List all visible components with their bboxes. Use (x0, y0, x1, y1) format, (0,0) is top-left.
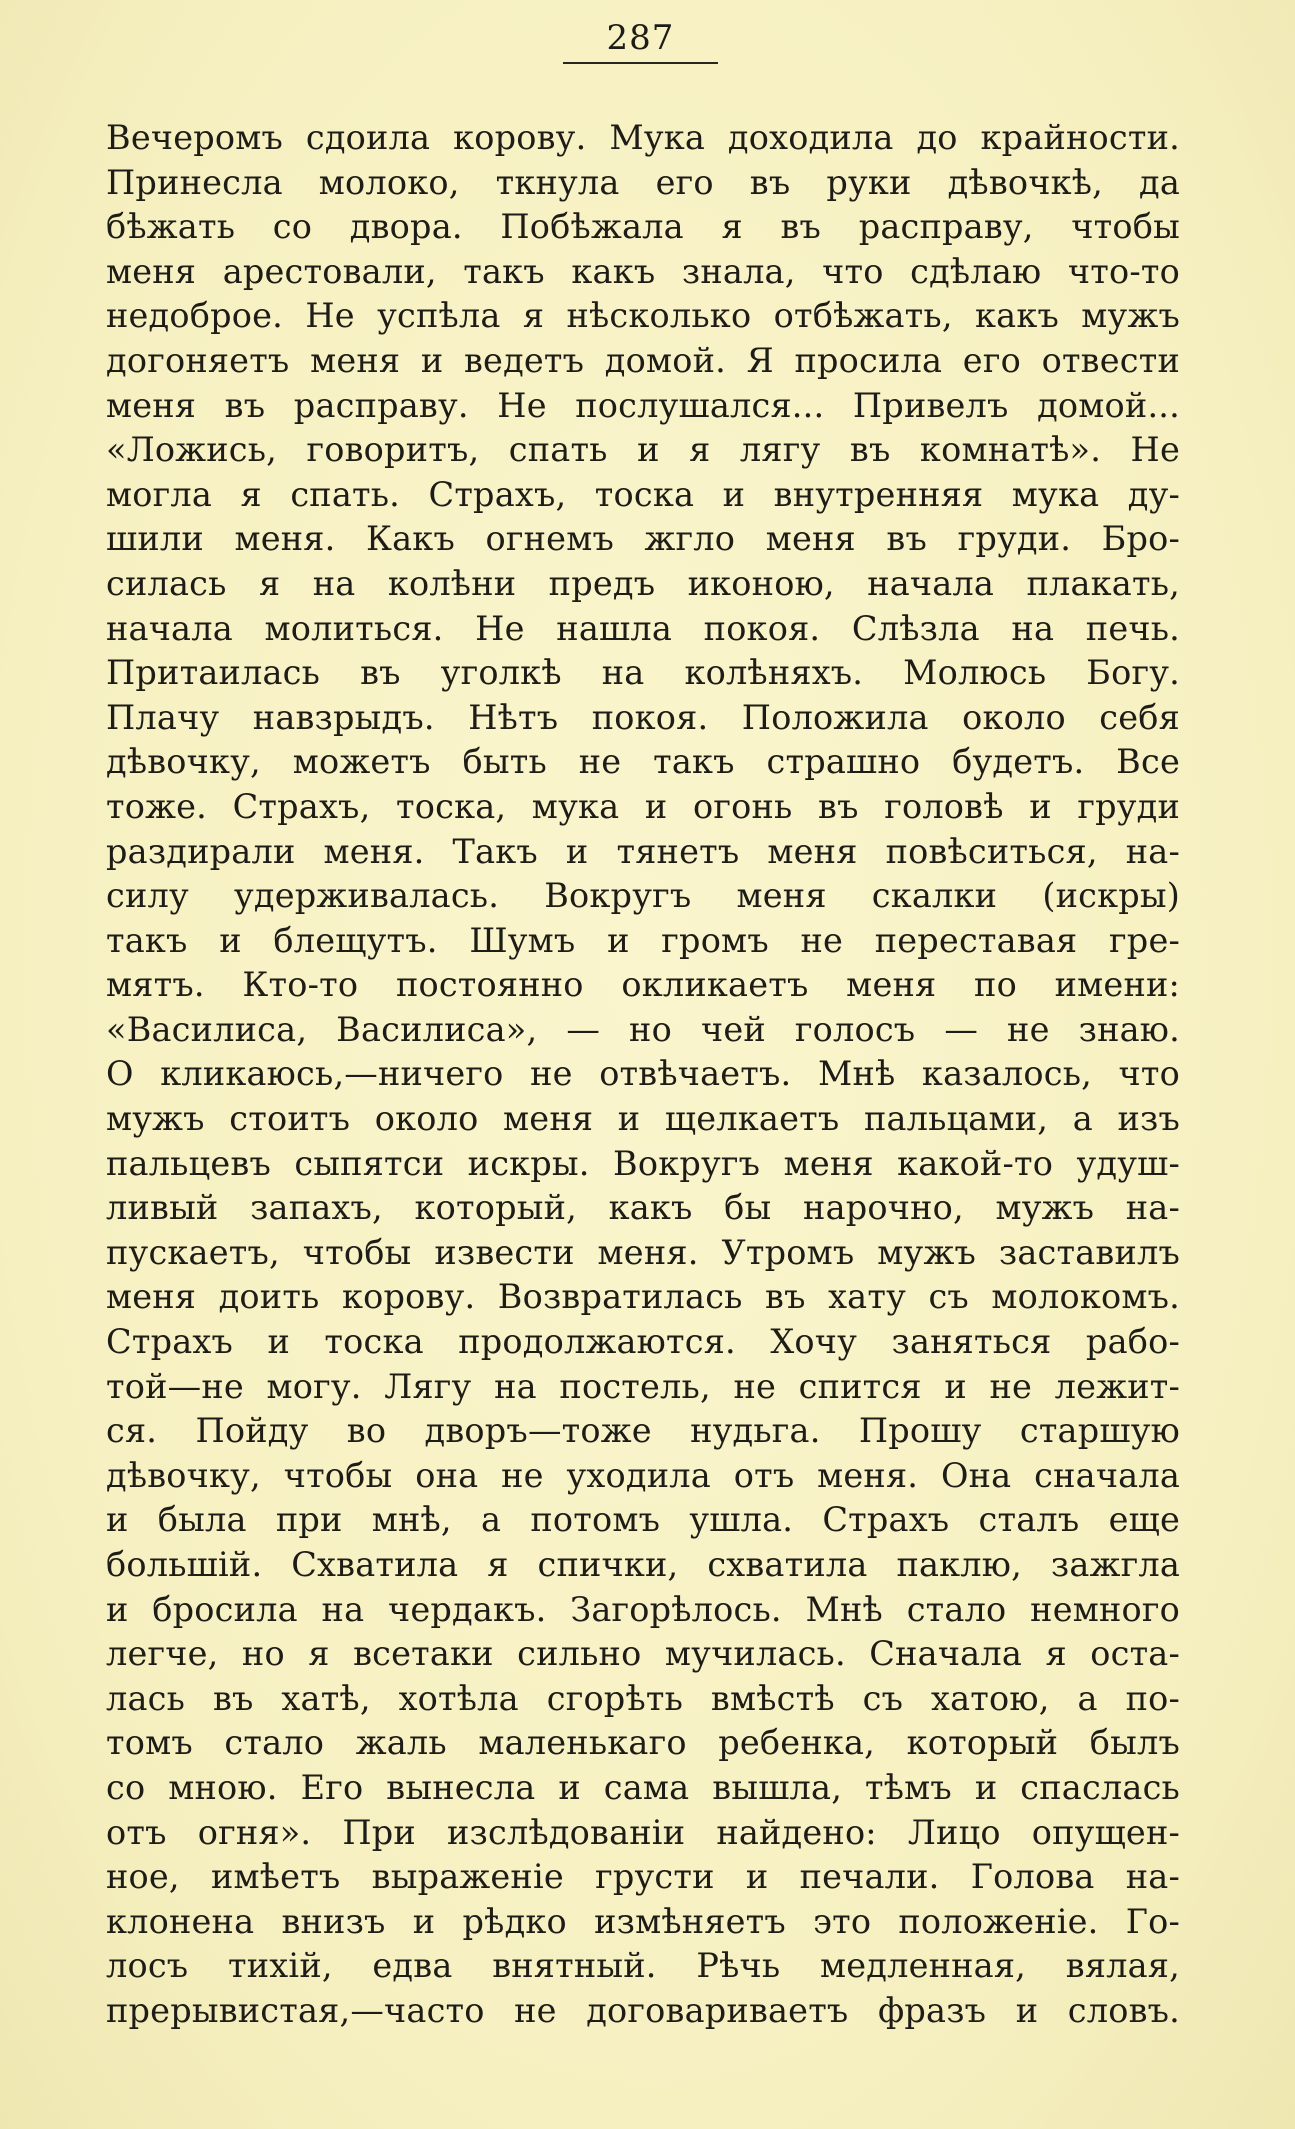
text-line: ливый запахъ, который, какъ бы нарочно, мужъ на- (106, 1188, 1180, 1228)
text-line: дѣвочку, можетъ быть не такъ страшно будетъ. Все (106, 742, 1180, 782)
text-line: раздирали меня. Такъ и тянетъ меня повѣситься, на- (106, 831, 1180, 871)
text-line: мужъ стоитъ около меня и щелкаетъ пальцами, а изъ (106, 1099, 1180, 1139)
text-line: Притаилась въ уголкѣ на колѣняхъ. Молюсь Богу. (106, 653, 1180, 693)
text-line: могла я спать. Страхъ, тоска и внутренняя мука ду- (106, 474, 1180, 514)
text-line: тоже. Страхъ, тоска, мука и огонь въ головѣ и груди (106, 786, 1180, 826)
text-line: отъ огня». При изслѣдованіи найдено: Лицо опущен- (106, 1812, 1180, 1852)
text-line: Вечеромъ сдоила корову. Мука доходила до крайности. (106, 118, 1180, 157)
text-line: начала молиться. Не нашла покоя. Слѣзла на печь. (106, 608, 1180, 648)
text-line: «Ложись, говоритъ, спать и я лягу въ комнатѣ». Не (106, 430, 1180, 470)
text-line: большій. Схватила я спички, схватила паклю, зажгла (106, 1545, 1180, 1584)
text-line: бѣжать со двора. Побѣжала я въ расправу, чтобы (106, 207, 1180, 247)
text-line: О кликаюсь,—ничего не отвѣчаетъ. Мнѣ казалось, что (106, 1054, 1180, 1094)
text-line: Страхъ и тоска продолжаются. Хочу заняться рабо- (106, 1322, 1180, 1362)
text-line: пускаетъ, чтобы извести меня. Утромъ мужъ заставилъ (106, 1232, 1180, 1272)
text-line: меня доить корову. Возвратилась въ хату съ молокомъ. (106, 1277, 1180, 1317)
text-line: шили меня. Какъ огнемъ жгло меня въ груди. Бро- (106, 519, 1180, 559)
text-line: догоняетъ меня и ведетъ домой. Я просила его отвести (106, 340, 1180, 380)
text-line: ное, имѣетъ выраженіе грусти и печали. Голова на- (106, 1857, 1180, 1897)
text-line: лосъ тихій, едва внятный. Рѣчь медленная, вялая, (106, 1946, 1180, 1986)
text-line: «Василиса, Василиса», — но чей голосъ — не знаю. (106, 1009, 1180, 1049)
text-line: меня въ расправу. Не послушался... Привелъ домой... (106, 385, 1180, 425)
text-line: той—не могу. Лягу на постель, не спится и не лежит- (106, 1366, 1180, 1406)
text-line: и бросила на чердакъ. Загорѣлось. Мнѣ стало немного (106, 1589, 1180, 1629)
text-line: легче, но я всетаки сильно мучилась. Сначала я оста- (106, 1634, 1180, 1674)
text-line: недоброе. Не успѣла я нѣсколько отбѣжать, какъ мужъ (106, 296, 1180, 336)
text-line: пальцевъ сыпятси искры. Вокругъ меня какой-то удуш- (106, 1143, 1180, 1183)
text-line: дѣвочку, чтобы она не уходила отъ меня. Она сначала (106, 1455, 1180, 1495)
body-text (106, 116, 1180, 2034)
text-line: томъ стало жаль маленькаго ребенка, который былъ (106, 1723, 1180, 1763)
text-line: меня арестовали, такъ какъ знала, что сдѣлаю что-то (106, 251, 1180, 291)
text-line: ся. Пойду во дворъ—тоже нудьга. Прошу старшую (106, 1411, 1180, 1451)
text-line: силу удерживалась. Вокругъ меня скалки (искры) (106, 876, 1180, 916)
page-number: 287 (563, 14, 718, 64)
text-line: мятъ. Кто-то постоянно окликаетъ меня по имени: (106, 965, 1180, 1005)
text-line: силась я на колѣни предъ иконою, начала плакать, (106, 563, 1180, 603)
text-line: Принесла молоко, ткнула его въ руки дѣвочкѣ, да (106, 162, 1180, 202)
text-line: такъ и блещутъ. Шумъ и громъ не переставая гре- (106, 920, 1180, 960)
text-line: прерывистая,—часто не договариваетъ фразъ и словъ. (106, 1990, 1180, 2030)
text-line: со мною. Его вынесла и сама вышла, тѣмъ и спаслась (106, 1767, 1180, 1807)
text-line: Плачу навзрыдъ. Нѣтъ покоя. Положила около себя (106, 697, 1180, 737)
text-line: лась въ хатѣ, хотѣла сгорѣть вмѣстѣ съ хатою, а по- (106, 1678, 1180, 1718)
text-line: и была при мнѣ, а потомъ ушла. Страхъ сталъ еще (106, 1500, 1180, 1540)
text-line: клонена внизъ и рѣдко измѣняетъ это положеніе. Го- (106, 1901, 1180, 1941)
